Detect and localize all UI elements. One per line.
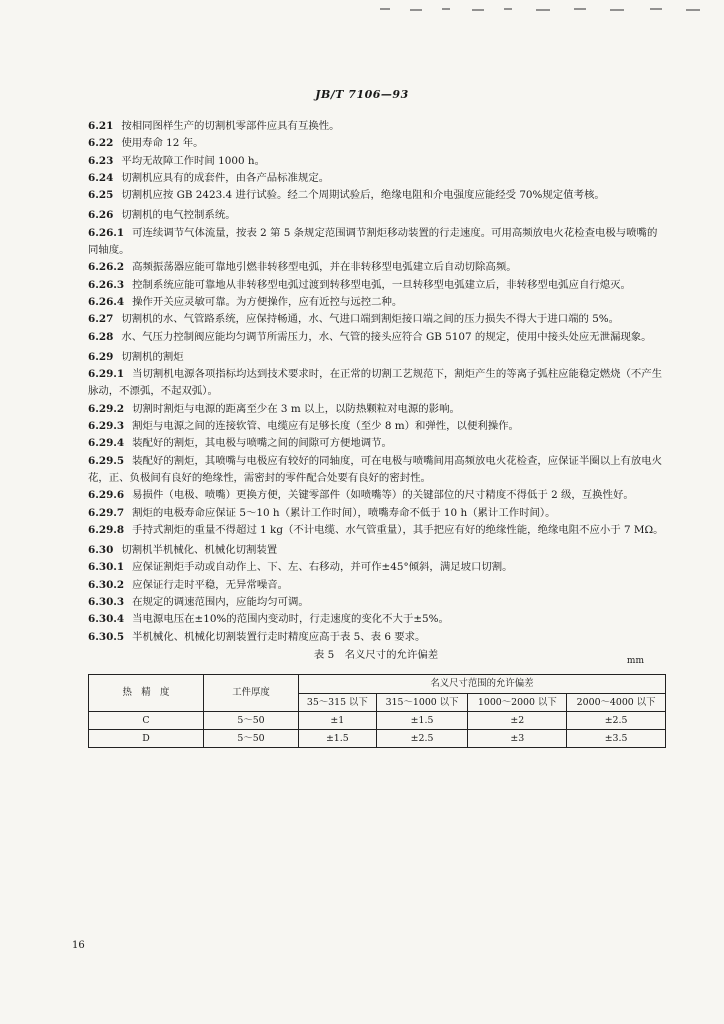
clause-number: 6.30.1 [88, 561, 125, 574]
clause-text: 易损件（电极、喷嘴）更换方便，关键零部件（如喷嘴等）的关键部位的尺寸精度不得低于 2 级，互换性好。 [132, 489, 634, 502]
cell-tolerance: ±2.5 [567, 711, 666, 729]
document-body [88, 118, 664, 748]
clause-text: 割炬与电源之间的连接软管、电缆应有足够长度（至少 8 m）和弹性，以便利操作。 [132, 420, 519, 433]
clause-number: 6.29.1 [88, 368, 125, 381]
clause-paragraph [88, 329, 664, 346]
clause-text: 平均无故障工作时间 1000 h。 [121, 154, 265, 167]
table-header-row [89, 675, 666, 693]
cell-tolerance: ±3.5 [567, 730, 666, 748]
header-precision: 热 精 度 [89, 675, 204, 712]
clause-text: 水、气压力控制阀应能均匀调节所需压力，水、气管的接头应符合 GB 5107 的规定，使用中接头处应无泄漏现象。 [121, 330, 652, 343]
clause-number: 6.30.4 [88, 613, 125, 626]
clause-paragraph [88, 542, 664, 559]
cell-tolerance: ±2.5 [376, 730, 468, 748]
clause-paragraph [88, 435, 664, 452]
clause-paragraph [88, 577, 664, 594]
header-range: 35～315 以下 [299, 693, 377, 711]
clause-paragraph [88, 366, 664, 401]
cell-tolerance: ±1 [299, 711, 377, 729]
clause-text: 切割时割炬与电源的距离至少在 3 m 以上，以防热颗粒对电源的影响。 [132, 402, 460, 415]
clause-paragraph [88, 170, 664, 187]
clause-text: 装配好的割炬，其电极与喷嘴之间的间隙可方便地调节。 [132, 437, 392, 450]
clause-text: 控制系统应能可靠地从非转移型电弧过渡到转移型电弧，一旦转移型电弧建立后，非转移型电弧应自行熄灭。 [132, 278, 631, 291]
clause-number: 6.29.5 [88, 454, 125, 467]
clause-number: 6.26.2 [88, 261, 125, 274]
cell-thickness: 5～50 [204, 711, 299, 729]
clause-text: 使用寿命 12 年。 [121, 137, 204, 150]
cell-tolerance: ±2 [468, 711, 567, 729]
clause-paragraph [88, 522, 664, 539]
clause-paragraph [88, 153, 664, 170]
clause-number: 6.23 [88, 154, 114, 167]
clause-number: 6.26.1 [88, 226, 125, 239]
clause-text: 手持式割炬的重量不得超过 1 kg（不计电缆、水气管重量），其手把应有好的绝缘性能，绝缘电阻不应小于 7 MΩ。 [132, 523, 664, 536]
clause-number: 6.22 [88, 137, 114, 150]
table-row [89, 730, 666, 748]
clause-paragraph [88, 277, 664, 294]
clause-paragraph [88, 187, 664, 204]
clause-text: 按相同图样生产的切割机零部件应具有互换性。 [121, 120, 340, 132]
clause-text: 在规定的调速范围内，应能均匀可调。 [132, 596, 309, 609]
clause-paragraph [88, 225, 664, 260]
clause-number: 6.26.3 [88, 278, 125, 291]
clause-paragraph [88, 611, 664, 628]
clause-number: 6.29.2 [88, 402, 125, 415]
clause-number: 6.26 [88, 209, 114, 222]
clause-number: 6.30.3 [88, 596, 125, 609]
clause-paragraph [88, 453, 664, 488]
clause-paragraph [88, 259, 664, 276]
header-range: 1000～2000 以下 [468, 693, 567, 711]
cell-tolerance: ±1.5 [299, 730, 377, 748]
clause-number: 6.30.2 [88, 578, 125, 591]
table-caption: 表 5 名义尺寸的允许偏差 [313, 648, 439, 661]
clause-paragraph [88, 207, 664, 224]
header-tolerance-group: 名义尺寸范围的允许偏差 [299, 675, 666, 693]
clause-text: 当电源电压在±10%的范围内变动时，行走速度的变化不大于±5%。 [132, 613, 449, 626]
clause-text: 应保证割炬手动或自动作上、下、左、右移动，并可作±45°倾斜，满足坡口切割。 [132, 561, 513, 574]
clause-text: 切割机应按 GB 2423.4 进行试验。经二个周期试验后，绝缘电阻和介电强度应能经受 70%规定值考核。 [121, 189, 605, 202]
clause-paragraph [88, 629, 664, 646]
clause-number: 6.29.7 [88, 506, 125, 519]
clause-number: 6.29 [88, 350, 114, 363]
clause-text: 半机械化、机械化切割装置行走时精度应高于表 5、表 6 要求。 [132, 630, 426, 643]
clause-text: 切割机的水、气管路系统，应保持畅通，水、气进口端到割炬接口端之间的压力损失不得大于进口端的 5%。 [121, 313, 620, 326]
clause-paragraph [88, 294, 664, 311]
clause-paragraph [88, 594, 664, 611]
clause-number: 6.26.4 [88, 295, 125, 308]
clause-paragraph [88, 487, 664, 504]
page-number: 16 [72, 940, 85, 951]
table-unit: mm [626, 655, 644, 666]
clause-text: 切割机的电气控制系统。 [121, 209, 236, 222]
clause-text: 割炬的电极寿命应保证 5～10 h（累计工作时间），喷嘴寿命不低于 10 h（累计工作时间）。 [132, 506, 556, 519]
clause-number: 6.30 [88, 544, 114, 557]
clause-number: 6.27 [88, 313, 114, 326]
clause-paragraph [88, 135, 664, 152]
cell-tolerance: ±1.5 [376, 711, 468, 729]
cell-tolerance: ±3 [468, 730, 567, 748]
cell-grade: D [89, 730, 204, 748]
clause-text: 切割机应具有的成套件，由各产品标准规定。 [121, 171, 330, 184]
clause-text: 装配好的割炬，其喷嘴与电极应有较好的同轴度，可在电极与喷嘴间用高频放电火花检查，应保证半圈以上有放电火花，正、负极间有良好的绝缘性，需密封的零件配合处要有良好的密封性。 [88, 454, 663, 484]
header-thickness: 工件厚度 [204, 675, 299, 712]
clause-number: 6.28 [88, 330, 114, 343]
document-code-header: JB/T 7106—93 [315, 88, 409, 101]
cell-grade: C [89, 711, 204, 729]
table-row [89, 711, 666, 729]
clause-paragraph [88, 311, 664, 328]
clause-number: 6.29.3 [88, 420, 125, 433]
tolerance-table [88, 674, 666, 748]
clause-text: 可连续调节气体流量，按表 2 第 5 条规定范围调节割炬移动装置的行走速度。可用高频放电火花检查电极与喷嘴的同轴度。 [88, 226, 658, 257]
scan-edge-marks [380, 0, 710, 8]
clause-text: 高频振荡器应能可靠地引燃非转移型电弧，并在非转移型电弧建立后自动切除高频。 [132, 261, 517, 274]
header-range: 315～1000 以下 [376, 693, 468, 711]
clause-paragraph [88, 118, 664, 135]
clause-number: 6.24 [88, 171, 114, 184]
clause-text: 应保证行走时平稳，无异常噪音。 [132, 578, 289, 591]
clause-text: 切割机半机械化、机械化切割装置 [121, 544, 278, 557]
clause-number: 6.25 [88, 189, 114, 202]
clause-number: 6.30.5 [88, 630, 125, 643]
header-range: 2000～4000 以下 [567, 693, 666, 711]
clause-number: 6.21 [88, 120, 114, 132]
clause-text: 当切割机电源各项指标均达到技术要求时，在正常的切割工艺规范下，割炬产生的等离子弧柱应能稳定燃烧（不产生脉动，不漂弧，不起双弧）。 [88, 368, 663, 398]
clause-paragraph [88, 401, 664, 418]
table-title [88, 647, 664, 664]
clause-paragraph [88, 349, 664, 366]
clause-number: 6.29.6 [88, 489, 125, 502]
clause-number: 6.29.4 [88, 437, 125, 450]
cell-thickness: 5～50 [204, 730, 299, 748]
clause-text: 切割机的割炬 [121, 350, 184, 363]
clause-text: 操作开关应灵敏可靠。为方便操作，应有近控与远控二种。 [132, 295, 403, 308]
clause-paragraph [88, 505, 664, 522]
clause-paragraph [88, 559, 664, 576]
clause-paragraph [88, 418, 664, 435]
clause-number: 6.29.8 [88, 523, 125, 536]
